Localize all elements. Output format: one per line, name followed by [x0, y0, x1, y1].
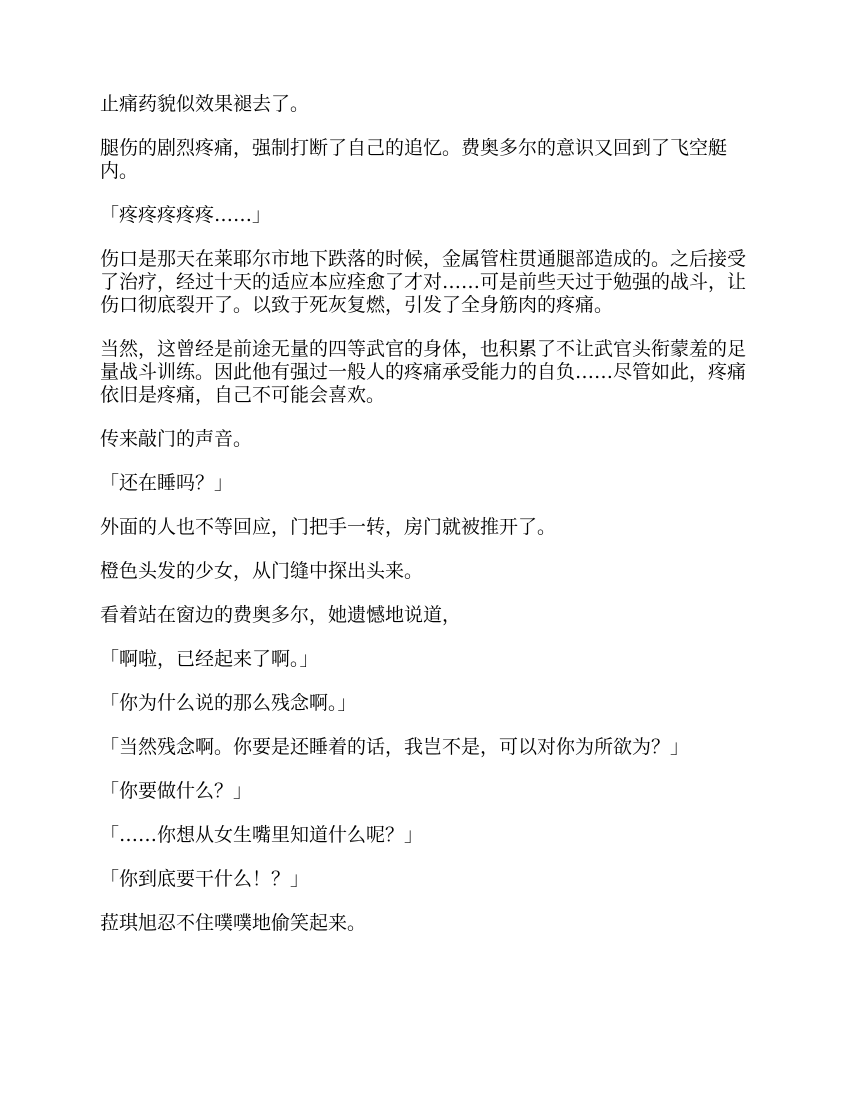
- paragraph: 看着站在窗边的费奥多尔，她遗憾地说道，: [100, 604, 462, 626]
- paragraph: 橙色头发的少女，从门缝中探出头来。: [100, 560, 424, 582]
- paragraph: 「你到底要干什么！？」: [100, 868, 310, 890]
- paragraph: 「当然残念啊。你要是还睡着的话，我岂不是，可以对你为所欲为？」: [100, 736, 690, 758]
- paragraph: 当然，这曾经是前途无量的四等武官的身体，也积累了不让武官头衔蒙羞的足量战斗训练。因此他有强过一般人的疼痛承受能力的自负……尽管如此，疼痛依旧是疼痛，自己不可能会喜欢。: [100, 338, 747, 406]
- paragraph: 腿伤的剧烈疼痛，强制打断了自己的追忆。费奥多尔的意识又回到了飞空艇内。: [100, 137, 728, 182]
- paragraph: 传来敲门的声音。: [100, 428, 253, 450]
- paragraph: 外面的人也不等回应，门把手一转，房门就被推开了。: [100, 516, 557, 538]
- paragraph: 伤口是那天在莱耶尔市地下跌落的时候，金属管柱贯通腿部造成的。之后接受了治疗，经过十天的适应本应痊愈了才对……可是前些天过于勉强的战斗，让伤口彻底裂开了。以致于死灰复燃，引发了全身筋肉的疼痛。: [100, 248, 747, 316]
- paragraph: 「你要做什么？」: [100, 780, 253, 802]
- document-body: [100, 93, 752, 956]
- paragraph: 「啊啦，已经起来了啊。」: [100, 648, 319, 670]
- paragraph: 菈琪旭忍不住噗噗地偷笑起来。: [100, 912, 367, 934]
- paragraph: 「疼疼疼疼疼……」: [100, 204, 272, 226]
- paragraph: 「还在睡吗？」: [100, 472, 234, 494]
- paragraph: 止痛药貌似效果褪去了。: [100, 93, 310, 115]
- paragraph: 「你为什么说的那么残念啊。」: [100, 692, 357, 714]
- paragraph: 「……你想从女生嘴里知道什么呢？」: [100, 824, 424, 846]
